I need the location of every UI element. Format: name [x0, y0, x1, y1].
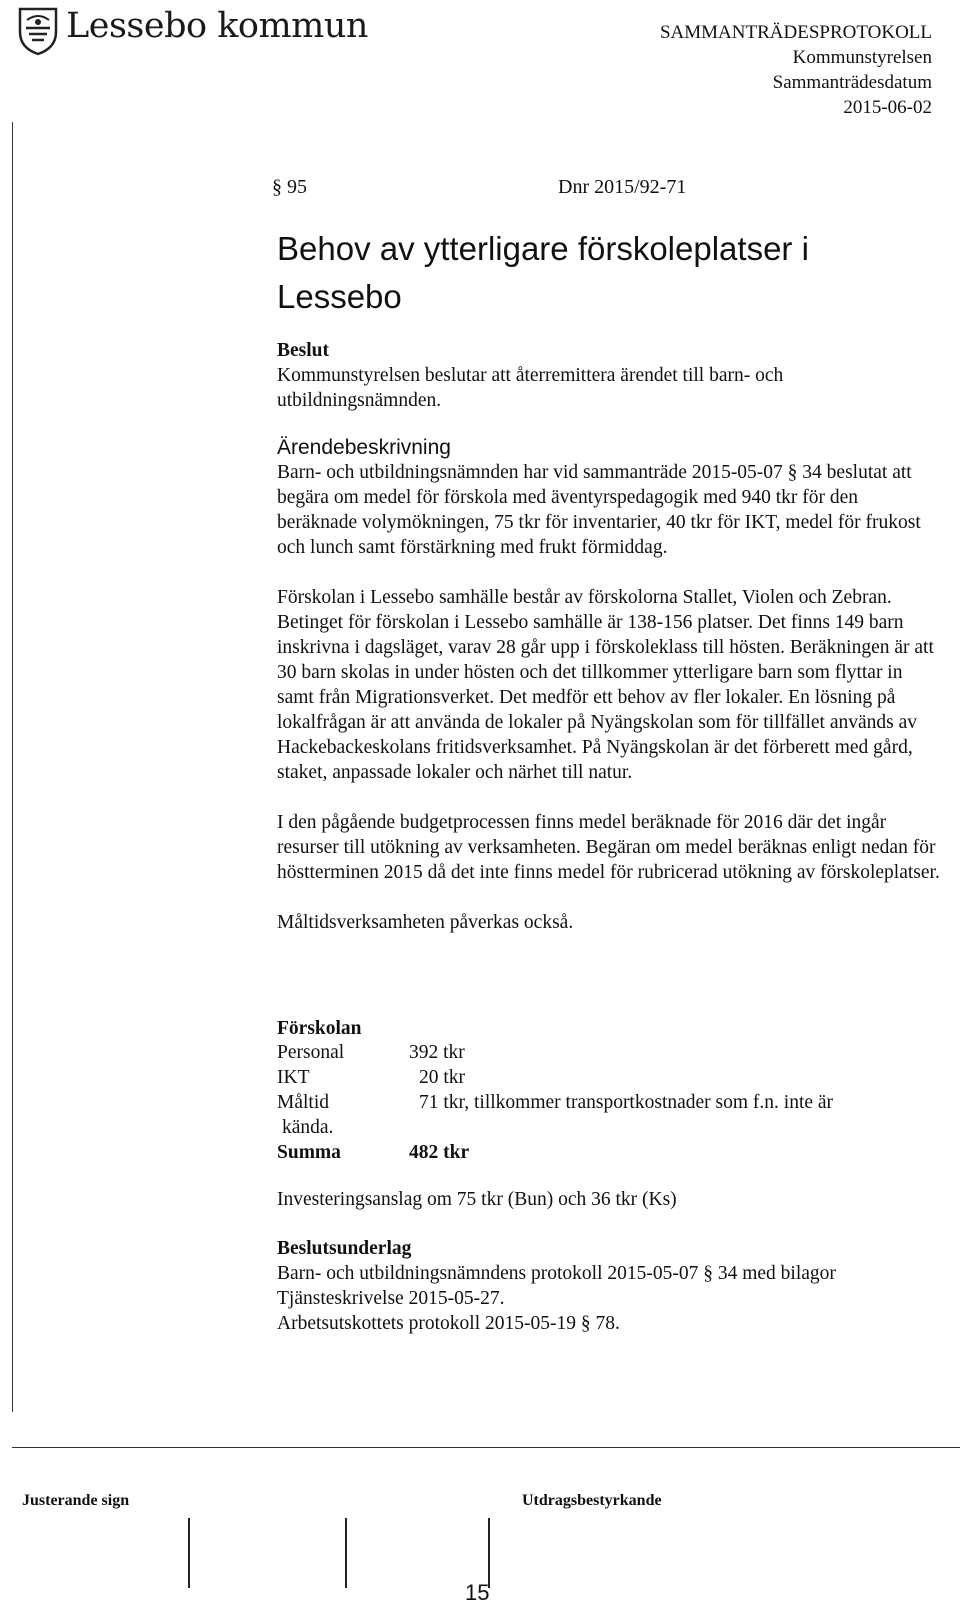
cost-table [277, 1040, 937, 1165]
logo-text: Lessebo kommun [66, 6, 368, 46]
decision-text: Kommunstyrelsen beslutar att återremittera ärendet till barn- och utbildningsnämnden. [277, 365, 784, 411]
decision-block [277, 338, 949, 413]
section-title: Behov av ytterligare förskoleplatser i Lessebo [277, 230, 809, 315]
cost-total-label: Summa [277, 1142, 341, 1163]
cost-continuation-text: kända. [282, 1117, 334, 1138]
cost-row [277, 1065, 937, 1090]
case-paragraph: Barn- och utbildningsnämnden har vid sammanträde 2015-05-07 § 34 beslutat att begära om medel för förskola med äventyrspedagogik med 940 tkr för den beräknade volymökningen, 75 tkr för inventarier, 40 tkr för IKT, medel för frukost och lunch samt förstärkning med frukt förmiddag. [277, 462, 921, 558]
meeting-date-label: Sammanträdesdatum [772, 72, 932, 93]
case-paragraph: I den pågående budgetprocessen finns medel beräknade för 2016 där det ingår resurser till utökning av verksamheten. Begäran om medel beräknas enligt nedan för höstterminen 2015 då det inte finns medel för rubricerad utökning av förskoleplatser. [277, 812, 940, 883]
cost-label: IKT [277, 1067, 310, 1088]
coat-of-arms-icon [16, 6, 60, 56]
decision-basis-item: Barn- och utbildningsnämndens protokoll 2015-05-07 § 34 med bilagor [277, 1263, 836, 1284]
committee-name: Kommunstyrelsen [792, 47, 932, 68]
cost-label: Personal [277, 1042, 345, 1063]
cost-value: 71 tkr, tillkommer transportkostnader som f.n. inte är [419, 1092, 834, 1113]
cost-table-heading: Förskolan [277, 1018, 362, 1039]
adjusting-signature-label: Justerande sign [22, 1492, 130, 1509]
case-paragraph: Måltidsverksamheten påverkas också. [277, 912, 574, 933]
cost-total-value: 482 tkr [409, 1142, 470, 1163]
municipality-logo [16, 6, 396, 56]
cost-value: 20 tkr [419, 1067, 466, 1088]
section-number: § 95 [272, 176, 307, 198]
signature-box-divider [188, 1518, 190, 1588]
cost-continuation [277, 1115, 937, 1140]
case-description [277, 435, 942, 935]
cost-total-row [277, 1140, 937, 1165]
decision-basis-item: Arbetsutskottets protokoll 2015-05-19 § 78. [277, 1313, 620, 1334]
decision-basis-item: Tjänsteskrivelse 2015-05-27. [277, 1288, 505, 1309]
investment-line-wrap [277, 1187, 949, 1212]
signature-box-divider [488, 1518, 490, 1588]
document-type: SAMMANTRÄDESPROTOKOLL [659, 22, 932, 43]
cost-value: 392 tkr [409, 1042, 465, 1063]
signature-box-divider [345, 1518, 347, 1588]
cost-row [277, 1090, 937, 1115]
case-paragraph: Förskolan i Lessebo samhälle består av förskolorna Stallet, Violen och Zebran. Betinget för förskolan i Lessebo samhälle är 138-156 platser. Det finns 149 barn inskrivna i dagsläget, varav 28 går upp i förskoleklass till hösten. Beräkningen är att 30 barn skolas in under hösten och det tillkommer ytterligare barn som flyttar in samt från Migrationsverket. Det medför ett behov av fler lokaler. En lösning på lokalfrågan är att använda de lokaler på Nyängskolan som för tillfället används av Hackebackeskolans fritidsverksamhet. På Nyängskolan är det förberett med gård, staket, anpassade lokaler och närhet till natur. [277, 587, 934, 783]
case-description-heading: Ärendebeskrivning [277, 436, 451, 459]
cost-table-heading-wrap [277, 1016, 949, 1041]
cost-label: Måltid [277, 1092, 329, 1113]
meeting-date: 2015-06-02 [843, 97, 932, 118]
investment-line: Investeringsanslag om 75 tkr (Bun) och 36 tkr (Ks) [277, 1189, 677, 1210]
cost-row [277, 1040, 937, 1065]
left-margin-rule [12, 122, 13, 1412]
page-number: 15 [465, 1580, 490, 1605]
certification-label: Utdragsbestyrkande [522, 1492, 662, 1509]
decision-basis-heading: Beslutsunderlag [277, 1238, 412, 1259]
footer-rule [12, 1447, 960, 1448]
decision-heading: Beslut [277, 340, 330, 361]
document-header [660, 20, 932, 120]
decision-basis [277, 1236, 917, 1336]
diary-number: Dnr 2015/92-71 [558, 176, 687, 198]
